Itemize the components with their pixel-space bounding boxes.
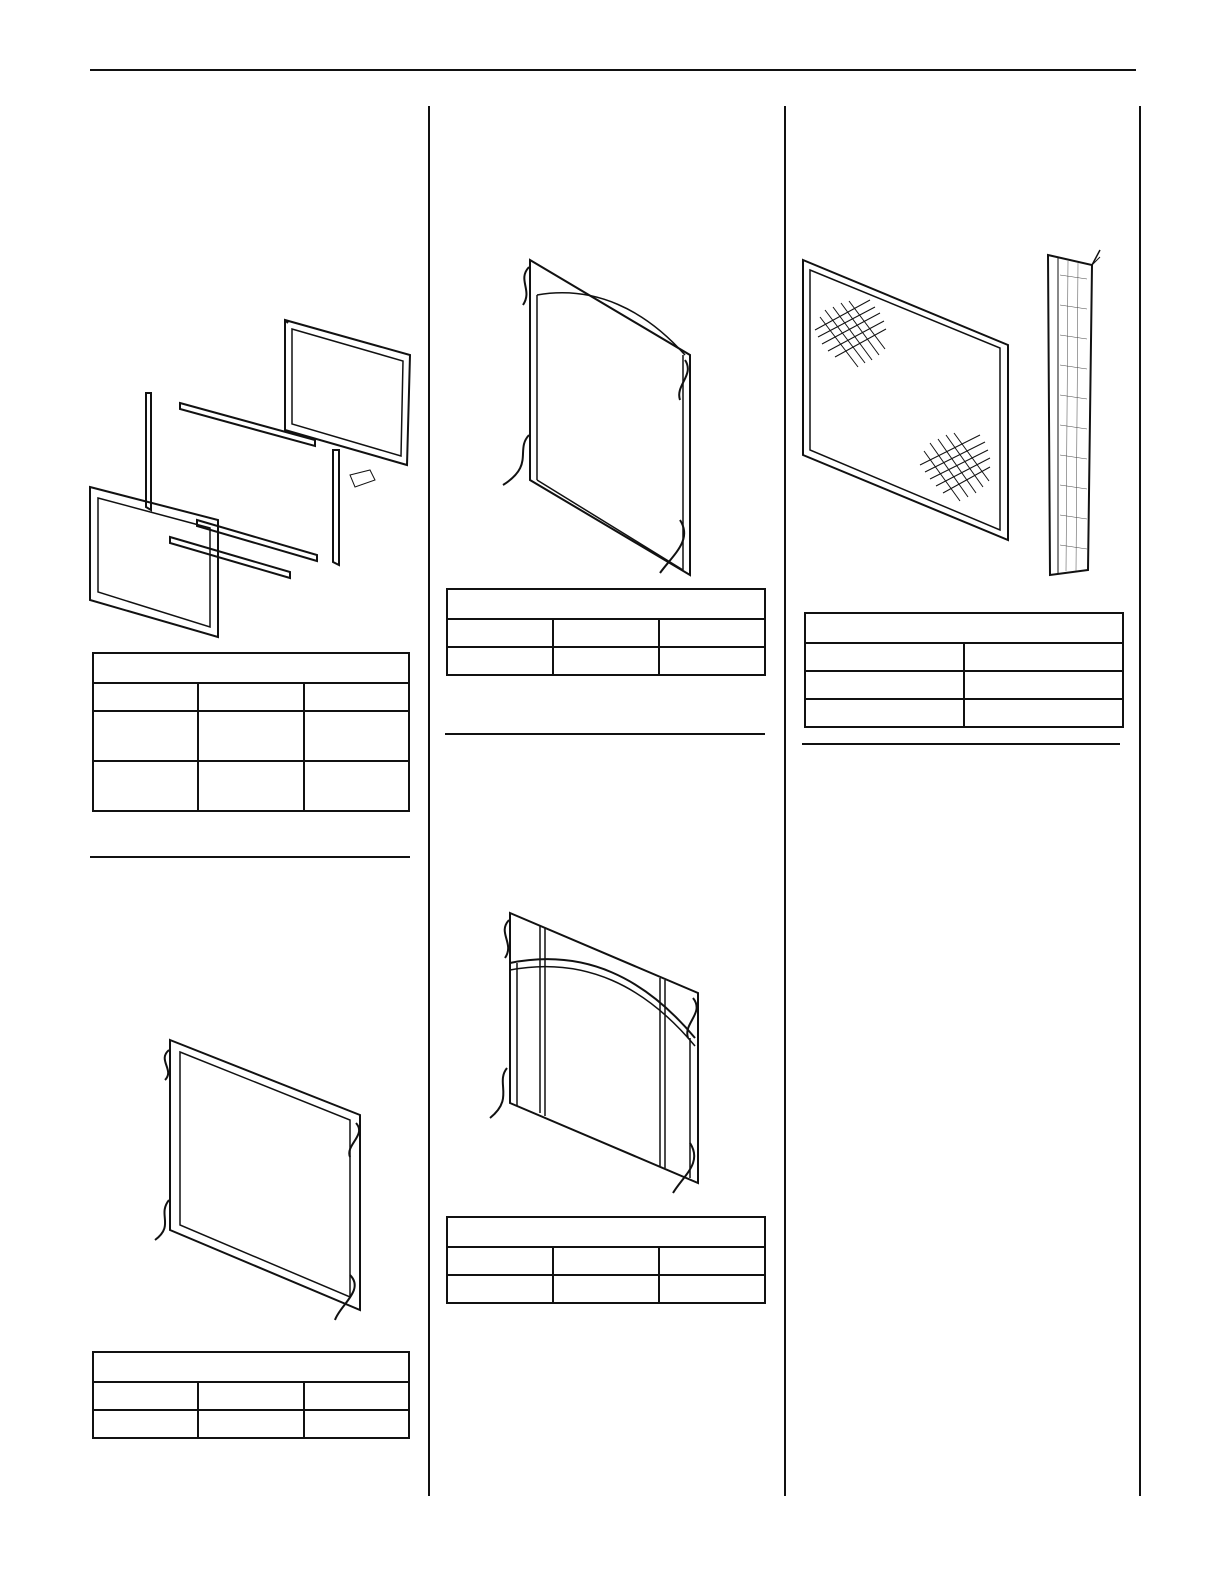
table-header-cell: [93, 683, 198, 711]
section-divider: [90, 856, 410, 858]
table-header-cell: [659, 1247, 765, 1275]
table-cell: [553, 1275, 659, 1303]
table-cell: [964, 699, 1123, 727]
table-title: [805, 613, 1123, 643]
table-header-cell: [304, 1382, 409, 1410]
table-cell: [964, 671, 1123, 699]
table-title: [447, 589, 765, 619]
table-header-cell: [964, 643, 1123, 671]
arched-bar-front-figure: [485, 908, 705, 1198]
table-cell: [304, 1410, 409, 1438]
table-cell: [659, 1275, 765, 1303]
exploded-door-kit-figure: [85, 315, 420, 645]
table-cell: [93, 711, 198, 761]
table-cell: [805, 671, 964, 699]
table-title: [93, 653, 409, 683]
table-cell: [447, 1275, 553, 1303]
table-header-cell: [805, 643, 964, 671]
table-title: [447, 1217, 765, 1247]
door-kit-table: [92, 652, 410, 812]
table-header-cell: [447, 1247, 553, 1275]
table-cell: [198, 1410, 303, 1438]
table-header-cell: [304, 683, 409, 711]
rectangular-front-figure: [145, 1035, 375, 1335]
table-header-cell: [553, 619, 659, 647]
table-header-cell: [447, 619, 553, 647]
screen-kit-table: [804, 612, 1124, 728]
section-divider: [802, 743, 1120, 745]
table-header-cell: [553, 1247, 659, 1275]
table-title: [93, 1352, 409, 1382]
table-cell: [447, 647, 553, 675]
table-cell: [304, 761, 409, 811]
header-rule: [90, 69, 1136, 71]
rectangular-front-table: [92, 1351, 410, 1439]
table-cell: [198, 761, 303, 811]
column-divider-1: [428, 106, 430, 1496]
table-header-cell: [198, 1382, 303, 1410]
section-divider: [445, 733, 765, 735]
column-divider-2: [784, 106, 786, 1496]
table-cell: [304, 711, 409, 761]
table-cell: [553, 647, 659, 675]
screen-panel-figure: [800, 245, 1110, 580]
table-cell: [659, 647, 765, 675]
table-cell: [805, 699, 964, 727]
table-header-cell: [198, 683, 303, 711]
table-cell: [93, 1410, 198, 1438]
arched-front-table: [446, 588, 766, 676]
table-header-cell: [659, 619, 765, 647]
arched-bar-front-table: [446, 1216, 766, 1304]
table-header-cell: [93, 1382, 198, 1410]
table-cell: [198, 711, 303, 761]
arched-front-figure: [495, 255, 705, 580]
column-divider-3: [1139, 106, 1141, 1496]
table-cell: [93, 761, 198, 811]
